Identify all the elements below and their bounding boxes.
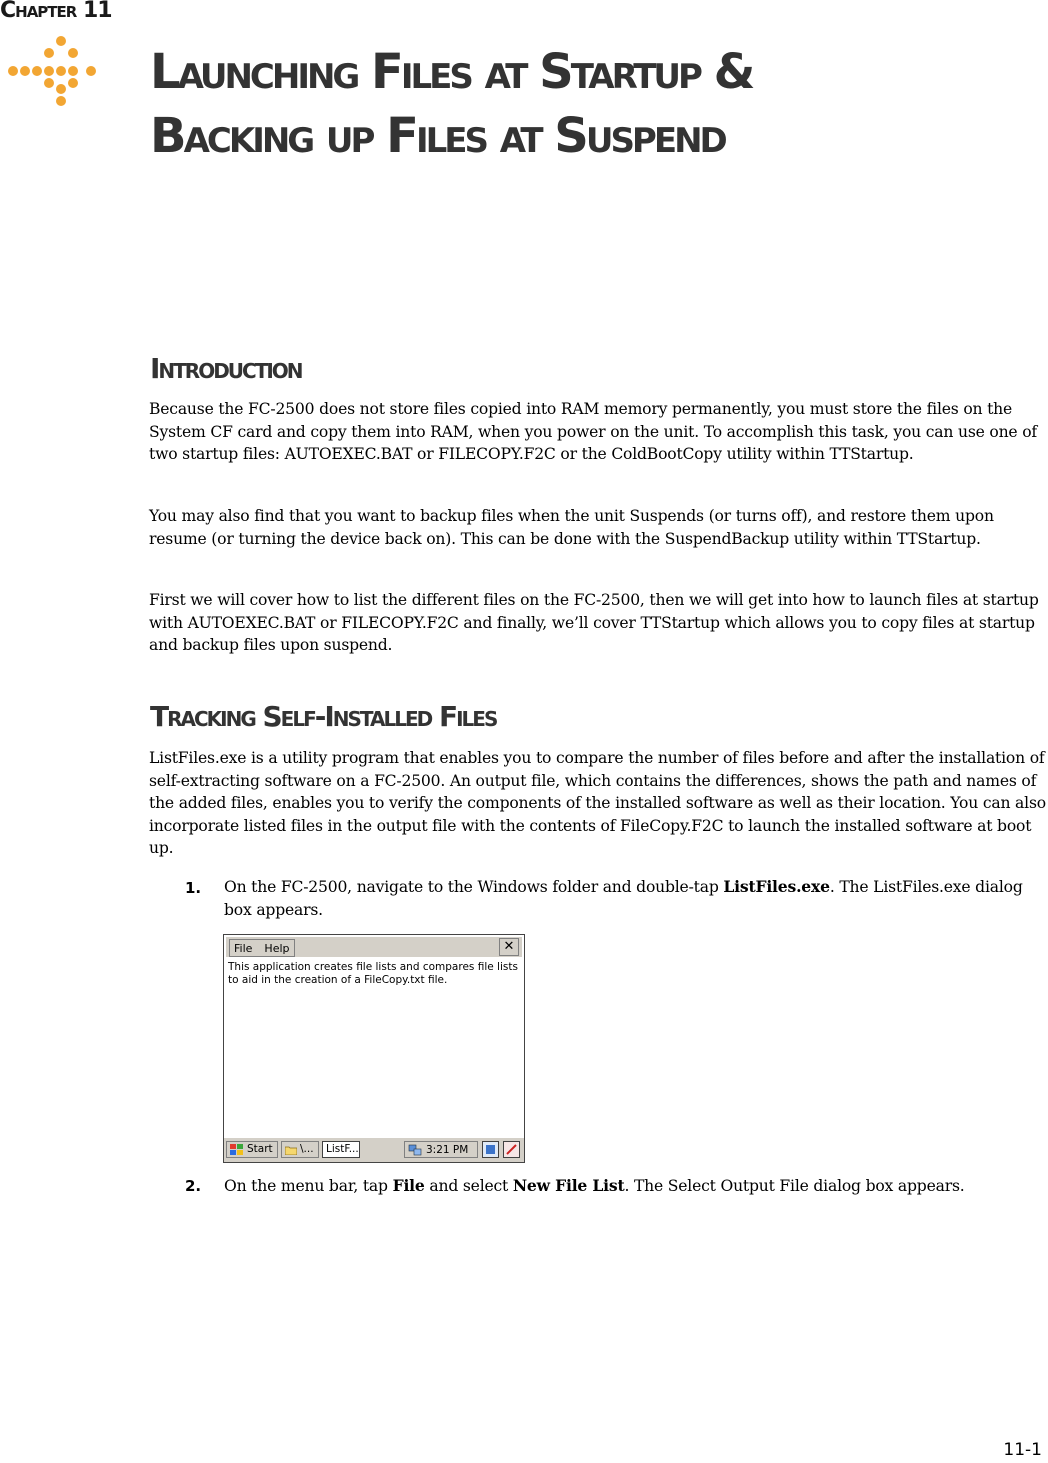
keyboard-icon[interactable] bbox=[503, 1141, 520, 1158]
menu-bar bbox=[226, 937, 522, 957]
chapter-label: Chapter 11 bbox=[0, 0, 112, 23]
dialog-message: This application creates file lists and compares file lists to aid in the creation of a FileCopy.txt file. bbox=[228, 961, 518, 986]
step-1-number: 1. bbox=[185, 879, 202, 897]
desktop-icon[interactable] bbox=[482, 1141, 499, 1158]
page-number: 11-1 bbox=[1003, 1440, 1042, 1460]
introduction-paragraph-1: Because the FC-2500 does not store files copied into RAM memory permanently, you must store the files on the System CF card and copy them into RAM, when you power on the unit. To accomplish this task, you can use one of two startup files: AUTOEXEC.BAT or FILECOPY.F2C or the ColdBootCopy utility within TTStartup. bbox=[149, 400, 1037, 463]
menu-file[interactable]: File bbox=[234, 941, 253, 955]
chapter-title-line-2: Backing up Files at Suspend bbox=[150, 108, 725, 164]
chapter-title bbox=[150, 40, 753, 168]
folder-icon bbox=[285, 1145, 297, 1155]
decorative-dot-cross-icon bbox=[8, 36, 100, 106]
menu-help[interactable]: Help bbox=[264, 941, 290, 955]
taskbar bbox=[224, 1137, 524, 1162]
introduction-paragraph-3: First we will cover how to list the different files on the FC-2500, then we will get into how to launch files at startup with AUTOEXEC.BAT or FILECOPY.F2C and finally, we’ll cover TTStartup which allows you to copy files at startup and backup files upon suspend. bbox=[149, 591, 1039, 654]
step-2-number: 2. bbox=[185, 1177, 202, 1195]
system-tray bbox=[404, 1141, 478, 1158]
network-icon bbox=[408, 1144, 422, 1156]
folder-task-button[interactable]: \... bbox=[281, 1141, 319, 1158]
step-1-text: On the FC-2500, navigate to the Windows folder and double-tap ListFiles.exe. The ListFiles.exe dialog box appears. bbox=[224, 877, 1023, 919]
introduction-heading: Introduction bbox=[150, 352, 302, 385]
listfiles-dialog-screenshot bbox=[223, 934, 525, 1163]
clock: 3:21 PM bbox=[426, 1143, 469, 1156]
step-2-text: On the menu bar, tap File and select New File List. The Select Output File dialog box appears. bbox=[224, 1176, 965, 1195]
chapter-title-line-1: Launching Files at Startup & bbox=[150, 44, 753, 100]
close-icon[interactable]: ✕ bbox=[499, 938, 519, 956]
listfiles-task-button[interactable]: ListF... bbox=[322, 1141, 360, 1158]
tracking-heading: Tracking Self-Installed Files bbox=[150, 700, 497, 733]
start-button[interactable]: Start bbox=[226, 1141, 278, 1158]
tracking-paragraph-1: ListFiles.exe is a utility program that enables you to compare the number of files before and after the installation of self-extracting software on a FC-2500. An output file, which contains the differences, shows the path and names of the added files, enables you to verify the components of the installed software as well as their location. You can also incorporate listed files in the output file with the contents of FileCopy.F2C to launch the installed software at boot up. bbox=[149, 749, 1046, 857]
introduction-paragraph-2: You may also find that you want to backup files when the unit Suspends (or turns off), and restore them upon resume (or turning the device back on). This can be done with the SuspendBackup utility within TTStartup. bbox=[149, 507, 994, 548]
windows-logo-icon bbox=[230, 1144, 244, 1156]
